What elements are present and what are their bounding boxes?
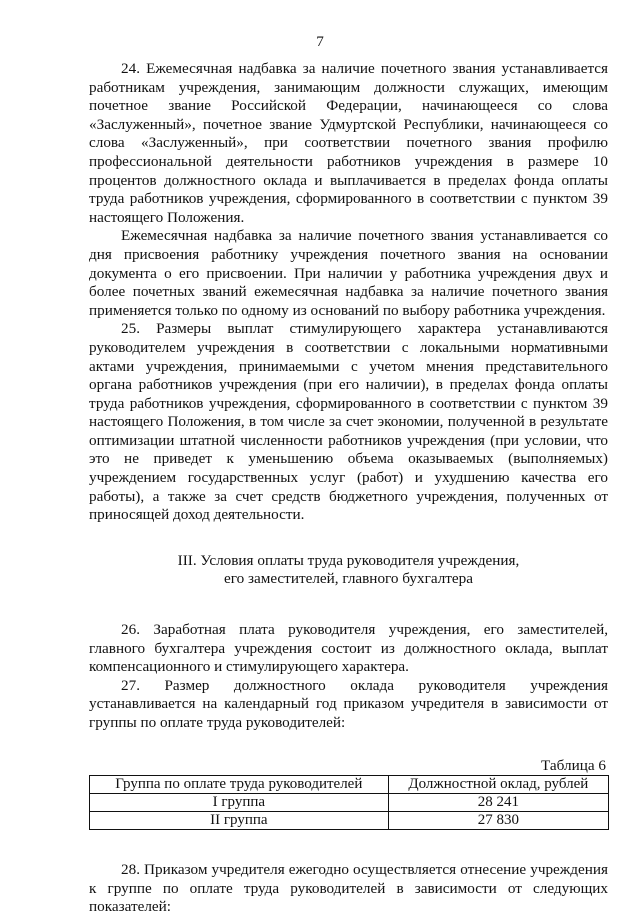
page-number: 7	[316, 33, 324, 50]
table-cell: I группа	[90, 794, 389, 812]
table-cell: 28 241	[388, 794, 608, 812]
paragraph-24: 24. Ежемесячная надбавка за наличие почетного звания устанавливается работникам учреждения, занимающим должности служащих, имеющим почетное звание Российской Федерации, начинающееся со слова «Заслуженный», почетное звание Удмуртской Республики, начинающееся со слова «Заслуженный», при соответствии почетного звания профилю профессиональной деятельности работников учреждения в размере 10 процентов должностного оклада и выплачивается в пределах фонда оплаты труда работников учреждения, сформированного в соответствии с пунктом 39 настоящего Положения.	[89, 60, 608, 226]
table-header-row	[90, 776, 609, 794]
section-heading-line1: III. Условия оплаты труда руководителя учреждения,	[177, 551, 520, 569]
section-heading-line2: его заместителей, главного бухгалтера	[223, 570, 474, 588]
paragraph-25: 25. Размеры выплат стимулирующего характера устанавливаются руководителем учреждения в соответствии с локальными нормативными актами учреждения, принимаемыми с учетом мнения представительного органа работников учреждения (при его наличии), в пределах фонда оплаты труда работников учреждения, сформированного в соответствии с пунктом 39 настоящего Положения, в том числе за счет экономии, полученной в результате оптимизации штатной численности работников учреждения (при условии, что это не приведет к уменьшению объема оказываемых (выполняемых) учреждением государственных услуг (работ) и ухудшению качества его работы), а также за счет средств бюджетного учреждения, полученных от приносящей доход деятельности.	[89, 320, 608, 524]
salary-table	[89, 775, 609, 830]
table-caption: Таблица 6	[541, 756, 606, 774]
table-row	[90, 812, 609, 830]
table-cell: 27 830	[388, 812, 608, 830]
table-row	[90, 794, 609, 812]
paragraph-27: 27. Размер должностного оклада руководителя учреждения устанавливается на календарный год приказом учредителя в зависимости от группы по оплате труда руководителей:	[89, 676, 608, 731]
table-header-cell: Должностной оклад, рублей	[388, 776, 608, 794]
section-heading	[89, 552, 608, 589]
table-cell: II группа	[90, 812, 389, 830]
paragraph-26: 26. Заработная плата руководителя учреждения, его заместителей, главного бухгалтера учреждения состоит из должностного оклада, выплат компенсационного и стимулирующего характера.	[89, 621, 608, 676]
paragraph-28: 28. Приказом учредителя ежегодно осуществляется отнесение учреждения к группе по оплате труда руководителей в зависимости от следующих показателей:	[89, 861, 608, 916]
document-body	[89, 60, 608, 917]
paragraph-24-continued: Ежемесячная надбавка за наличие почетного звания устанавливается со дня присвоения работнику учреждения почетного звания на основании документа о его присвоении. При наличии у работника учреждения двух и более почетных званий ежемесячная надбавка за наличие почетного звания применяется только по одному из оснований по выбору работника учреждения.	[89, 227, 608, 319]
table-header-cell: Группа по оплате труда руководителей	[90, 776, 389, 794]
